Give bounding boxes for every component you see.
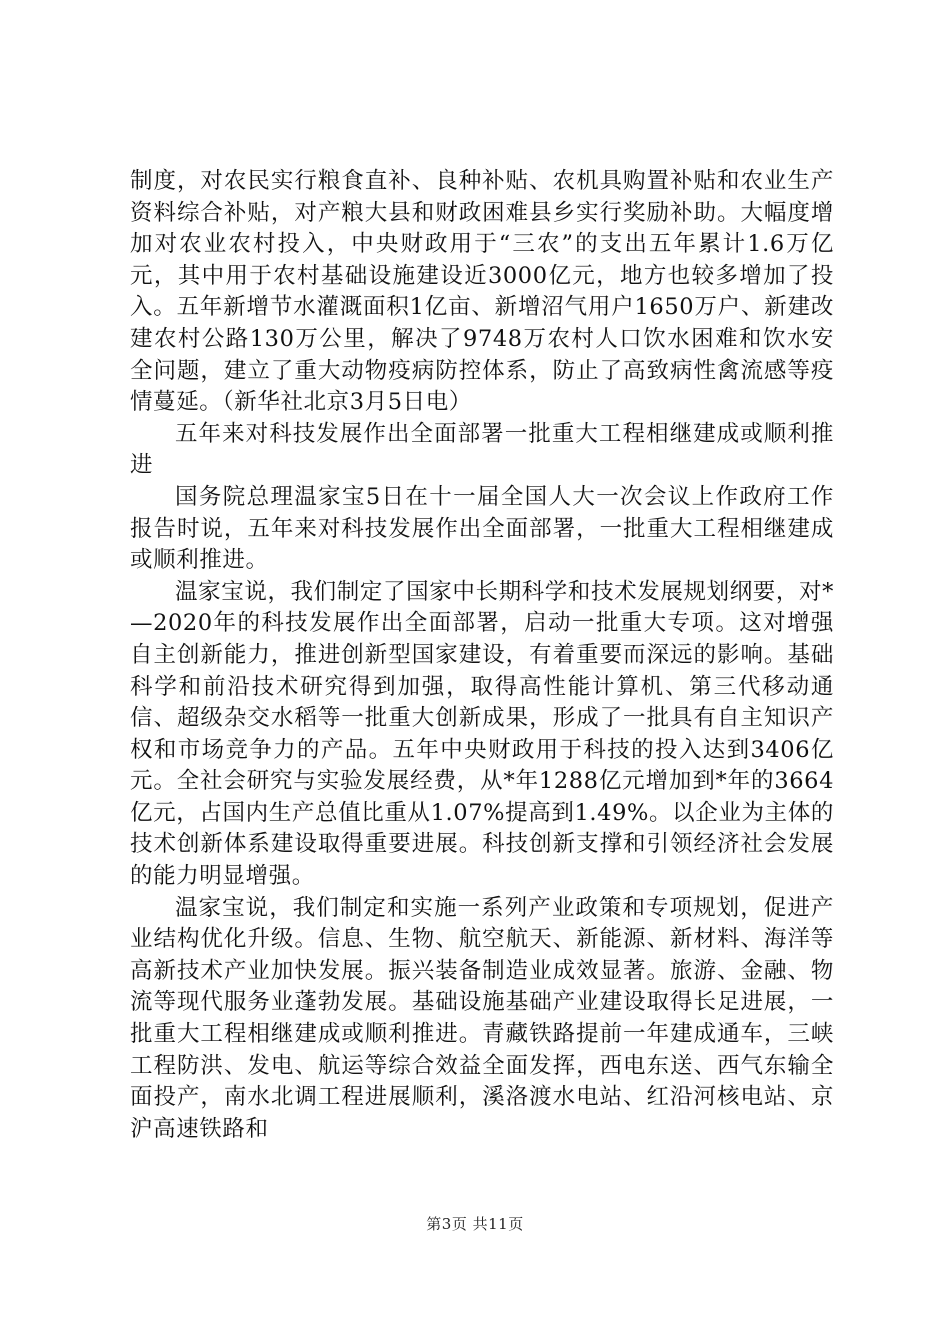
section-heading: 五年来对科技发展作出全面部署一批重大工程相继建成或顺利推进	[130, 420, 834, 479]
page-number-footer: 第3页 共11页	[426, 1215, 524, 1233]
body-text	[130, 166, 834, 1145]
paragraph-continuation: 制度，对农民实行粮食直补、良种补贴、农机具购置补贴和农业生产资料综合补贴，对产粮大县和财政困难县乡实行奖励补助。大幅度增加对农业农村投入，中央财政用于“三农”的支出五年累计1.6万亿元，其中用于农村基础设施建设近3000亿元，地方也较多增加了投入。五年新增节水灌溉面积1亿亩、新增沼气用户1650万户、新建改建农村公路130万公里，解决了9748万农村人口饮水困难和饮水安全问题，建立了重大动物疫病防控体系，防止了高致病性禽流感等疫情蔓延。（新华社北京3月5日电）	[130, 168, 834, 416]
paragraph: 温家宝说，我们制定了国家中长期科学和技术发展规划纲要，对*—2020年的科技发展作出全面部署，启动一批重大专项。这对增强自主创新能力，推进创新型国家建设，有着重要而深远的影响。基础科学和前沿技术研究得到加强，取得高性能计算机、第三代移动通信、超级杂交水稻等一批重大创新成果，形成了一批具有自主知识产权和市场竞争力的产品。五年中央财政用于科技的投入达到3406亿元。全社会研究与实验发展经费，从*年1288亿元增加到*年的3664亿元，占国内生产总值比重从1.07%提高到1.49%。以企业为主体的技术创新体系建设取得重要进展。科技创新支撑和引领经济社会发展的能力明显增强。	[130, 578, 834, 890]
paragraph: 温家宝说，我们制定和实施一系列产业政策和专项规划，促进产业结构优化升级。信息、生物、航空航天、新能源、新材料、海洋等高新技术产业加快发展。振兴装备制造业成效显著。旅游、金融、物流等现代服务业蓬勃发展。基础设施基础产业建设取得长足进展，一批重大工程相继建成或顺利推进。青藏铁路提前一年建成通车，三峡工程防洪、发电、航运等综合效益全面发挥，西电东送、西气东输全面投产，南水北调工程进展顺利，溪洛渡水电站、红沿河核电站、京沪高速铁路和	[130, 894, 834, 1142]
paragraph: 国务院总理温家宝5日在十一届全国人大一次会议上作政府工作报告时说，五年来对科技发展作出全面部署，一批重大工程相继建成或顺利推进。	[130, 483, 834, 574]
